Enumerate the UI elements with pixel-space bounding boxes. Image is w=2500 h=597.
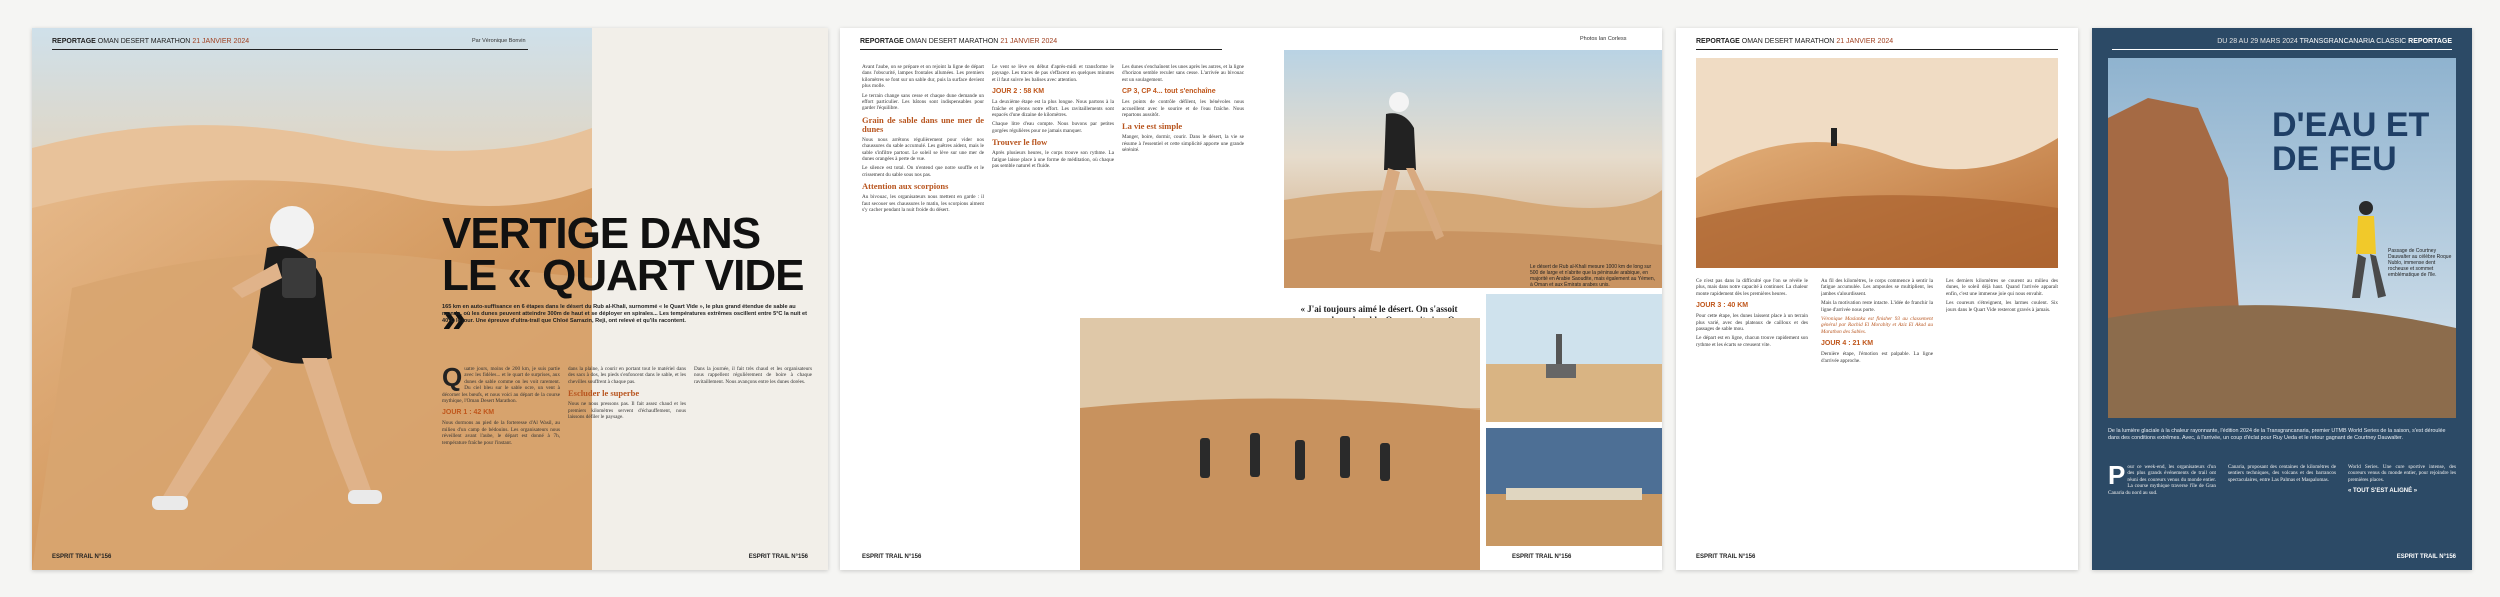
page-header xyxy=(2112,38,2452,45)
header-rule xyxy=(52,49,528,50)
body-text-jour1: Nous dormons au pied de la forteresse d'Al Wasil, au milieu d'un camp de bédouins. Les organisateurs nous réveillent avant l'aube, le départ est donné à 7h, température fraîche pour l'instant. xyxy=(442,420,560,446)
subhead-tout-aligne: « TOUT S'EST ALIGNÉ » xyxy=(2348,488,2418,495)
section-label: REPORTAGE xyxy=(860,38,904,45)
page-header xyxy=(52,38,528,45)
header-date: 21 JANVIER 2024 xyxy=(1000,38,1058,45)
body-text-superbe: Nous ne nous pressons pas. Il fait assez chaud et les premiers kilomètres servent d'échauffement, nous laissons défiler le paysage. xyxy=(568,401,686,421)
text-column-1: Avant l'aube, on se prépare et on rejoint la ligne de départ dans l'obscurité, lampes frontales allumées. Les premiers kilomètres se font sur un sable dur, puis la surface devient plus molle. Le terrain change sans cesse et chaque dune demande un effort particulier. Les bâtons sont indispensables pour garder l'équilibre. Grain de sable dans une mer de dunes Nous nous arrêtons régulièrement pour vider nos chaussures du sable accumulé. Les guêtres aident, mais le sable s'infiltre partout. Le soleil se lève sur une mer de dunes orangées à perte de vue. Le silence est total. On n'entend que notre souffle et le crissement du sable sous nos pas. Attention aux scorpions Au bivouac, les organisateurs nous mettent en garde : il faut secouer ses chaussures le matin, les scorpions aiment s'y cacher pendant la nuit froide du désert. xyxy=(862,64,984,214)
section-label: REPORTAGE xyxy=(52,38,96,45)
folio-right: ESPRIT TRAIL N°156 xyxy=(748,554,808,560)
section-title: OMAN DESERT MARATHON xyxy=(1741,38,1835,45)
header-rule xyxy=(2112,49,2452,50)
folio-left: ESPRIT TRAIL N°156 xyxy=(52,554,112,560)
header-date: 21 JANVIER 2024 xyxy=(192,38,250,45)
body-column-2 xyxy=(568,366,686,551)
body-text-2: dans la plaine, à courir en portant tout le matériel dans des sacs à dos, les pieds s'enfoncent dans le sable, et les chevilles souffrent à chaque pas. xyxy=(568,366,686,385)
drop-cap: P xyxy=(2108,464,2126,490)
body-column-3 xyxy=(2348,464,2456,554)
subhead-superbe: Escluder le superbe xyxy=(568,388,640,399)
quote-text: « J'ai toujours aimé le désert. On s'assoit xyxy=(1300,304,1458,314)
intro-text: 165 km en auto-suffisance en 6 étapes dans le désert du Rub al-Khali, surnommé « le Quart Vide », le plus grand étendue de sable au monde, où les dunes peuvent atteindre 300m de haut et se déployer en spirales... Les températures extrêmes oscillent entre 5°C la nuit et 40°C le jour. Une épreuve d'ultra-trail que Chloé Sarrazin, Reji, ont relevé et qu'ils racontent. xyxy=(442,304,808,324)
main-photo-caption: Le désert de Rub al-Khali mesure 1000 km de long sur 500 de large et n'abrite que la péninsule arabique, en majorité en Arabie Saoudite, mais également au Yémen, à Oman et aux Émirats arabes unis. xyxy=(1530,264,1655,288)
section-title: OMAN DESERT MARATHON xyxy=(905,38,999,45)
body-text-3: World Series. Une cure sportive intense, des coureurs venus du monde entier, pour rejoindre les premières places. xyxy=(2348,464,2456,483)
spread-transgrancanaria xyxy=(2092,28,2472,570)
text-column-2: Au fil des kilomètres, le corps commence à sentir la fatigue accumulée. Les ampoules se multiplient, les jambes s'alourdissent. Mais la motivation reste intacte. L'idée de franchir la ligne d'arrivée nous porte. Véronique Maslanka est finisher 93 au classement général par Rachid El Morabity et Aziz El Akad au Marathon des Sables. JOUR 4 : 21 KM Dernière étape, l'émotion est palpable. La ligne d'arrivée approche. xyxy=(1821,278,1933,364)
credits-note: Véronique Maslanka est finisher 93 au classement général par Rachid El Morabity et Aziz El Akad au Marathon des Sables. xyxy=(1821,316,1933,335)
author-credit: Par Véronique Bonvin xyxy=(472,38,526,44)
section-label: REPORTAGE xyxy=(1696,38,1740,45)
runner-desert-photo xyxy=(1284,50,1662,288)
header-date: DU 28 AU 29 MARS 2024 xyxy=(2217,38,2298,45)
photo-caption: Passage de Courtney Dauwalter au célèbre Roque Nublo, immense dent rocheuse et sommet emblématique de l'île. xyxy=(2388,248,2452,278)
section-title: TRANSGRANCANARIA CLASSIC xyxy=(2299,38,2407,45)
drop-cap: Q xyxy=(442,366,463,392)
camp-night-photo xyxy=(1486,428,1662,546)
folio-right: ESPRIT TRAIL N°156 xyxy=(1512,554,1572,560)
subhead-jour1: JOUR 1 : 42 KM xyxy=(442,409,495,417)
body-text-3: Dans la journée, il fait très chaud et les organisateurs nous rappellent régulièrement de boire à chaque ravitaillement. Nous avançons entre les dunes dorées. xyxy=(694,366,812,385)
distant-runner xyxy=(1831,128,1837,146)
intro-text: De la lumière glaciale à la chaleur rayonnante, l'édition 2024 de la Transgrancanaria, premier UTMB World Series de la saison, s'est déroulée dans des conditions extrêmes. Avec, à l'arrivée, un coup d'éclat pour Ruy Ueda et le retour gagnant de Courtney Dauwalter. xyxy=(2108,428,2446,441)
dune-crest-photo xyxy=(1696,58,2058,268)
header-rule xyxy=(860,49,1222,50)
spread-oman-continued xyxy=(1676,28,2078,570)
title-line-2: LE « QUART VIDE » xyxy=(442,251,804,342)
folio-left: ESPRIT TRAIL N°156 xyxy=(862,554,922,560)
folio-left: ESPRIT TRAIL N°156 xyxy=(1696,554,1756,560)
section-label: REPORTAGE xyxy=(2408,38,2452,45)
subhead-flow: Trouver le flow xyxy=(992,137,1048,148)
page-header xyxy=(1696,38,2058,45)
subhead-simple: La vie est simple xyxy=(1122,121,1183,132)
body-column-1 xyxy=(442,366,560,551)
title-line-1: VERTIGE DANS xyxy=(442,209,761,258)
subhead-cp: CP 3, CP 4... tout s'enchaîne xyxy=(1122,88,1216,96)
group-runners-photo xyxy=(1080,318,1480,570)
text-column-1: Ce n'est pas dans la difficulté que l'on se révèle le plus, mais dans notre capacité à continuer. La chaleur monte rapidement dès les premières heures. JOUR 3 : 40 KM Pour cette étape, les dunes laissent place à un terrain plus varié, avec des plateaux de cailloux et des passages de sable mou. Le départ est en ligne, chacun trouve rapidement son rythme et les écarts se creusent vite. xyxy=(1696,278,1808,348)
section-title: OMAN DESERT MARATHON xyxy=(97,38,191,45)
title-line-1: D'EAU ET xyxy=(2272,106,2430,144)
spread-oman-text xyxy=(840,28,1662,570)
body-text: our ce week-end, les organisateurs d'un des plus grands événements de trail ont réuni des coureurs venus du monde entier. La course mythique traverse l'île de Gran Canaria du nord au sud. xyxy=(2108,464,2216,496)
body-text: uatre jours, moins de 200 km, je suis partie avec les fidèles... et le quart de surprises, aux dunes de sable comme on les voit rarement. Du ciel bleu sur le sable ocre, un vent à décorner les bœufs, et nous voici au départ de la course mythique, l'Oman Desert Marathon. xyxy=(442,366,560,405)
title-line-2: DE FEU xyxy=(2272,140,2397,178)
text-column-3: Les dunes s'enchaînent les unes après les autres, et la ligne d'horizon semble reculer sans cesse. L'arrivée au bivouac est un soulagement. CP 3, CP 4... tout s'enchaîne Les points de contrôle défilent, les bénévoles nous accueillent avec le sourire et de l'eau fraîche. Nous repartons aussitôt. La vie est simple Manger, boire, dormir, courir. Dans le désert, la vie se résume à l'essentiel et cette simplicité apporte une grande sérénité. xyxy=(1122,64,1244,154)
text-column-2: Le vent se lève en début d'après-midi et transforme le paysage. Les traces de pas s'effacent en quelques minutes et il faut suivre les balises avec attention. JOUR 2 : 58 KM La deuxième étape est la plus longue. Nous partons à la fraîche et gérons notre effort. Les ravitaillements sont espacés d'une dizaine de kilomètres. Chaque litre d'eau compte. Nous buvons par petites gorgées régulières pour ne jamais manquer. Trouver le flow Après plusieurs heures, le corps trouve son rythme. La fatigue laisse place à une forme de méditation, où chaque pas semble naturel et fluide. xyxy=(992,64,1114,170)
subhead-jour3: JOUR 3 : 40 KM xyxy=(1696,302,1749,310)
spread-vertige xyxy=(32,28,828,570)
header-rule xyxy=(1696,49,2058,50)
folio-right: ESPRIT TRAIL N°156 xyxy=(2396,554,2456,560)
subhead-grain: Grain de sable dans une mer de dunes xyxy=(862,114,984,134)
subhead-scorpions: Attention aux scorpions xyxy=(862,181,949,192)
body-column-1 xyxy=(2108,464,2216,554)
subhead-jour2: JOUR 2 : 58 KM xyxy=(992,88,1045,96)
text-column-3: Les derniers kilomètres se courent au milieu des dunes, le soleil déjà haut. Quand l'arrivée apparaît enfin, c'est une immense joie qui nous envahit. Les coureurs s'étreignent, les larmes coulent. Six jours dans le Quart Vide resteront gravés à jamais. xyxy=(1946,278,2058,313)
body-column-2 xyxy=(2228,464,2336,554)
photo-credit: Photos Ian Corless xyxy=(1580,36,1627,42)
page-header xyxy=(860,38,1222,45)
subhead-jour4: JOUR 4 : 21 KM xyxy=(1821,340,1874,348)
body-column-3 xyxy=(694,366,812,551)
bivouac-photo xyxy=(1486,294,1662,422)
article-title xyxy=(2272,108,2462,176)
body-text-2: Canaria, proposant des centaines de kilomètres de sentiers techniques, des volcans et des barrancos spectaculaires, entre Las Palmas et Maspalomas. xyxy=(2228,464,2336,483)
header-date: 21 JANVIER 2024 xyxy=(1836,38,1894,45)
